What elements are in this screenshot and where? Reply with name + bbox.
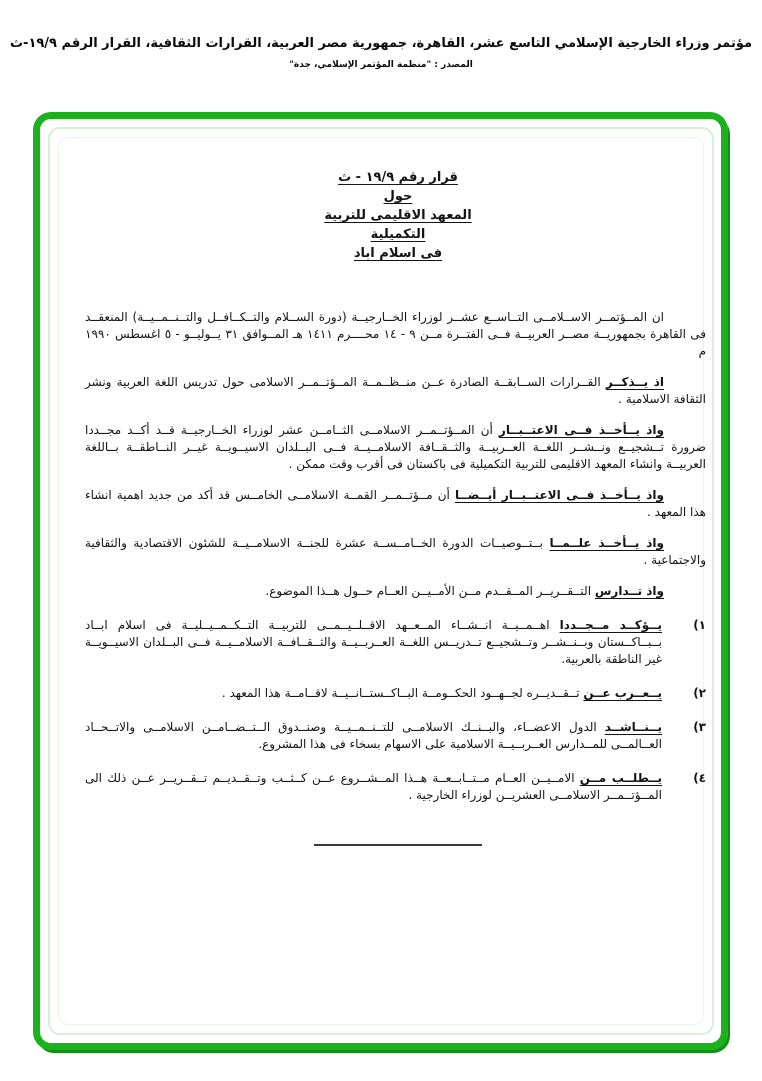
- item-number: ١): [693, 618, 706, 632]
- decree-location-line: فى اسلام اباد: [353, 246, 443, 261]
- item-number: ٢): [693, 686, 706, 700]
- resolution-item: [85, 617, 706, 668]
- decree-number-line: قرار رقم ١٩/٩ - ث: [338, 170, 458, 185]
- preamble-paragraph: [85, 535, 706, 569]
- document-header: [0, 36, 762, 70]
- resolution-item: [85, 719, 706, 753]
- item-body: [85, 719, 662, 753]
- preamble-paragraph: [85, 583, 706, 600]
- item-lead: يــطلــب مــن: [579, 771, 662, 785]
- item-lead: يــنــاشــد: [604, 720, 662, 734]
- paragraph-lead: واذ يــأخــذ فــى الاعتــبــار: [498, 423, 664, 437]
- paragraph-text: القــرارات الســابقــة الصادرة عــن منــظــمــة المــؤتــمــر الاسلامى حول تدريس اللغة العربية ونشر الثقافة الاسلامية .: [85, 375, 706, 406]
- paragraph-text: أن مــؤتــمــر القمــة الاسلامــى الخامــس قد أكد من جديد اهمية انشاء هذا المعهد .: [85, 488, 706, 519]
- closing-divider-line: [314, 844, 482, 846]
- paragraph-lead: اذ يــذكــر: [605, 375, 664, 389]
- paragraph-text: التــقــريــر المــقــدم مــن الأمــيــن العــام حــول هــذا الموضوع.: [265, 584, 595, 598]
- preamble-paragraph: [85, 374, 706, 408]
- decree-content: [85, 158, 706, 846]
- item-body: [85, 685, 662, 702]
- item-lead: يــعــرب عــن: [583, 686, 662, 700]
- decree-subject-line: المعهد الاقليمى للتربية التكميلية: [324, 208, 472, 242]
- preamble-paragraph: [85, 422, 706, 473]
- item-body: [85, 770, 662, 804]
- paragraph-text: بــتــوصيــات الدورة الخــامــســة عشرة للجنــة الاسلامــيــة للشئون الاقتصادية والثقافية والاجتماعية .: [85, 536, 706, 567]
- source-line: المصدر : "منظمة المؤتمر الإسلامي، جدة": [289, 60, 473, 70]
- paragraph-text: أن المــؤتــمــر الاسلامــى الثــامــن عشر لوزراء الخــارجيــة قــد أكــد مجــددا ضرورة تــشجيــع ونــشــر اللغــة العــربيــة والثــقــافة الاسلامــيــة فــى البــلدان الاسيــويــة غيــر النــاطقــة بــاللغة العربيــة وانشاء المعهد الاقليمى للتربية التكميلية فى باكستان فى أقرب وقت ممكن .: [85, 423, 706, 471]
- item-number: ٣): [693, 720, 706, 734]
- paragraph-lead: واذ تــدارس: [594, 584, 664, 598]
- resolution-items: [85, 617, 706, 804]
- paragraph-lead: واذ يــأخــذ فــى الاعتــبــار أيــضــا: [455, 488, 665, 502]
- paragraph-lead: واذ يــأخــذ علــمــا: [549, 536, 665, 550]
- conference-reference-line: مؤتمر وزراء الخارجية الإسلامي التاسع عشر، القاهرة، جمهورية مصر العربية، القرارات الثقافية، القرار الرقم ١٩/٩-ث: [9, 36, 753, 51]
- item-body: [85, 617, 662, 668]
- paragraph-text: ان المــؤتمــر الاســلامــى التــاســع عشــر لوزراء الخــارجيــة (دورة الســلام والتــكــافــل والتــنــمــيــة) المنعقــد فى القاهرة بجمهوريــة مصــر العربيــة فــى الفتــرة مــن ٩ - ١٤ محــــرم ١٤١١ هـ المــوافق ٣١ يــوليــو - ٥ اغسطس ١٩٩٠ م: [85, 310, 706, 358]
- item-text: الدول الاعضــاء، والبــنــك الاسلامــى للتــنــمــيــة وصنــدوق الــتــضــامــن الاسلامــى والاتــحــاد العــالمــى للمــدارس العــربــيــة الاسلامية على الاسهام بسخاء فى هذا المشروع.: [85, 720, 662, 751]
- item-text: تــقــديــره لجــهــود الحكــومــة البــاكــستــانــيــة لاقــامــة هذا المعهد .: [221, 686, 584, 700]
- item-text: الامــيــن العــام مــتــابــعــة هــذا المــشــروع عــن كــثــب وتــقــديــم تــقــريــر عــن ذلك الى المــؤتــمــر الاسلامــى العشريــن لوزراء الخارجية .: [85, 771, 662, 802]
- item-text: اهــمــيــة انــشــاء المــعــهد الاقــلــيــمــى للتربيــة التــكــمــيــليــة فى اسلام ابــاد بــبــاكــستان وبــنــشــر وتــشجيــع تــدريــس اللغــة العــربــيــة والثــقــافــة الاسلامــيــة فــى البــلدان الاسيــويــة غير الناطقة بالعربية.: [85, 618, 662, 666]
- resolution-item: [85, 770, 706, 804]
- decree-title-block: [298, 168, 498, 263]
- resolution-item: [85, 685, 706, 702]
- item-lead: يــؤكــد مــجــددا: [559, 618, 662, 632]
- preamble-paragraph: [85, 309, 706, 360]
- preamble-paragraph: [85, 487, 706, 521]
- decree-about-line: حول: [383, 189, 413, 204]
- item-number: ٤): [693, 771, 706, 785]
